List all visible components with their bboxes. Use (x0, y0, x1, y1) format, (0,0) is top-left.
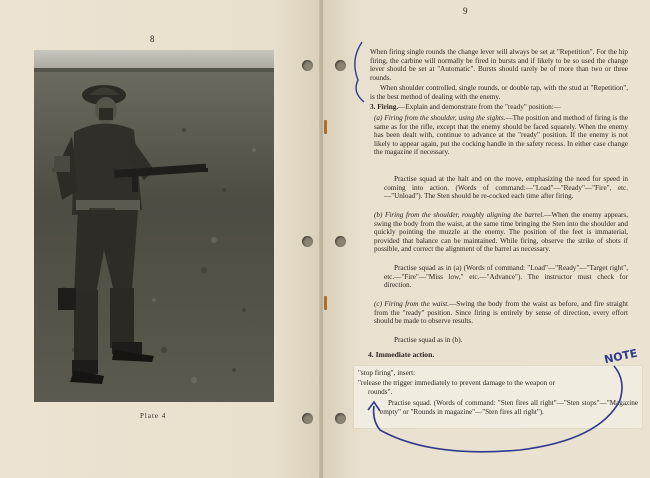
page-number-right: 9 (463, 6, 468, 16)
subsection-c-practise: Practise squad as in (b). (394, 336, 463, 344)
subsection-c-text: —Swing the body from the waist as before, and fire straight from the "ready" position. Since firing is entirely by sense of direction, every effort should be made to observe results. (374, 300, 628, 326)
handwritten-note: NOTE (603, 346, 639, 367)
slip-line-1: "stop firing", insert: (358, 369, 416, 377)
section-3-intro: —Explain and demonstrate from the "ready" position:— (398, 103, 561, 111)
subsection-a-practise: Practise squad at the halt and on the move, emphasizing the need for speed in coming into action. (Words of command:—"Load"—"Ready"—"Fire", etc.—"Unload"). The Sten should be re-cocked each time after firing. (384, 175, 628, 201)
subsection-a-text: —The position and method of firing is the same as for the rifle, except that the enemy should be faced squarely. When the enemy has been dealt with, continue to advance at the "ready" position. If the enemy is not likely to appear again, put the cocking handle in the safety recess. In either case change the magazine if necessary. (374, 114, 628, 157)
subsection-c-title: (c) Firing from the waist. (374, 300, 450, 308)
section-3-heading: 3. Firing. (370, 103, 399, 111)
slip-line-3: rounds". (368, 388, 393, 396)
intro-paragraph-1: When firing single rounds the change lever will always be set at "Repetition". For the hip firing, the carbine will normally be fired in bursts and if likely to be so used the change lever should be set at "Automatic". Bursts should rarely be of more than two or three rounds. (370, 48, 628, 82)
subsection-b-title: (b) Firing from the shoulder, roughly aligning the barrel. (374, 211, 545, 219)
slip-line-2: "release the trigger immediately to prevent damage to the weapon or (358, 379, 555, 387)
plate-caption: Plate 4 (140, 412, 167, 420)
section-4-heading: 4. Immediate action. (368, 350, 435, 359)
arrow-curve-mark (374, 366, 622, 452)
page-number-left: 8 (150, 34, 155, 44)
slip-practise: Practise squad. (Words of command: "Sten fires all right"—"Sten stops"—"Magazine empty" or "Rounds in magazine"—"Sten fires all right"). (380, 399, 638, 416)
subsection-b-practise: Practise squad as in (a) (Words of command: "Load"—"Ready"—"Target right", etc.—"Fire"—"Miss low," etc.—"Advance"). The instructor must check for direction. (384, 264, 628, 290)
intro-paragraph-2: When shoulder controlled, single rounds, or double tap, with the stud at "Repetition", is the best method of dealing with the enemy. (370, 84, 628, 101)
subsection-a-title: (a) Firing from the shoulder, using the sights. (374, 114, 506, 122)
bracket-mark (355, 42, 364, 102)
subsection-b-text: —When the enemy appears, swing the body from the waist, at the same time bringing the Sten into the shoulder and quickly pointing the muzzle at the enemy. The position of the feet is immaterial, provided that balance can be maintained. While firing, observe the strike of shots if possible, and correct the alignment of the barrel as necessary. (374, 211, 628, 254)
